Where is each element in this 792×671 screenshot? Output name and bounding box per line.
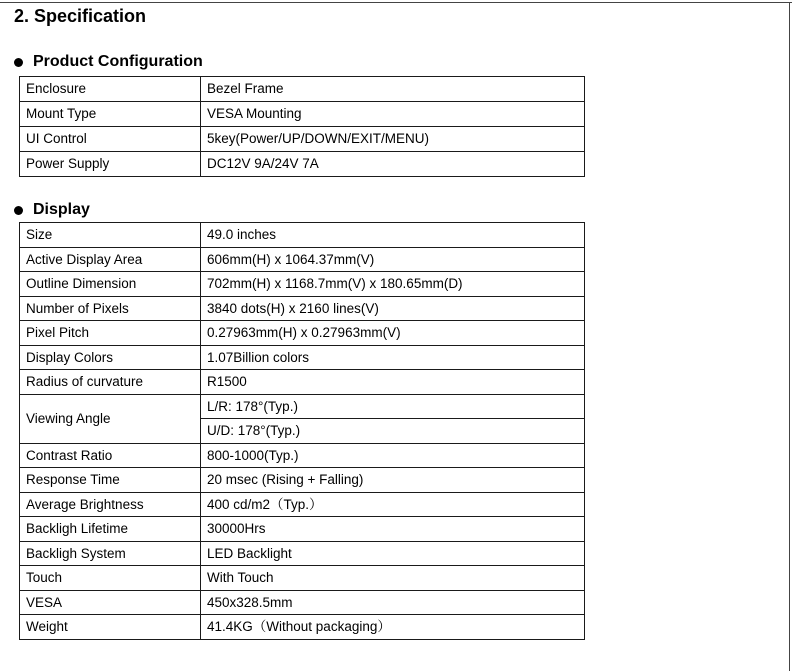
table-row <box>20 296 585 321</box>
row-value: 49.0 inches <box>201 223 585 248</box>
row-label: Display Colors <box>20 345 201 370</box>
row-value: With Touch <box>201 566 585 591</box>
row-label: Backligh Lifetime <box>20 517 201 542</box>
row-label: Response Time <box>20 468 201 493</box>
table-row <box>20 247 585 272</box>
right-rule <box>789 2 790 671</box>
bullet-icon <box>14 206 23 215</box>
table-row <box>20 566 585 591</box>
row-label: Touch <box>20 566 201 591</box>
section-heading-product-configuration <box>14 52 203 72</box>
table-row <box>20 272 585 297</box>
section-heading-label: Display <box>33 201 90 218</box>
row-label: Enclosure <box>20 77 201 102</box>
row-value: 450x328.5mm <box>201 590 585 615</box>
row-value: LED Backlight <box>201 541 585 566</box>
table-row <box>20 345 585 370</box>
row-value: U/D: 178°(Typ.) <box>201 419 585 444</box>
table-row <box>20 394 585 419</box>
table-row <box>20 151 585 176</box>
table-row <box>20 126 585 151</box>
row-label: Active Display Area <box>20 247 201 272</box>
row-value: 702mm(H) x 1168.7mm(V) x 180.65mm(D) <box>201 272 585 297</box>
page-title: 2. Specification <box>14 6 147 26</box>
row-label: Backligh System <box>20 541 201 566</box>
product-configuration-table <box>19 76 585 177</box>
table-row <box>20 370 585 395</box>
row-value: 3840 dots(H) x 2160 lines(V) <box>201 296 585 321</box>
row-label: Mount Type <box>20 101 201 126</box>
table-row <box>20 468 585 493</box>
row-value: L/R: 178°(Typ.) <box>201 394 585 419</box>
bullet-icon <box>14 58 23 67</box>
table-row <box>20 615 585 640</box>
row-label: UI Control <box>20 126 201 151</box>
row-label-viewing-angle: Viewing Angle <box>20 394 201 443</box>
row-value: 5key(Power/UP/DOWN/EXIT/MENU) <box>201 126 585 151</box>
table-row <box>20 590 585 615</box>
row-value: 20 msec (Rising + Falling) <box>201 468 585 493</box>
display-table <box>19 222 585 640</box>
table-row <box>20 223 585 248</box>
row-value: VESA Mounting <box>201 101 585 126</box>
row-value: 1.07Billion colors <box>201 345 585 370</box>
row-label: Average Brightness <box>20 492 201 517</box>
row-label: Number of Pixels <box>20 296 201 321</box>
table-row <box>20 443 585 468</box>
table-row <box>20 492 585 517</box>
table-row <box>20 101 585 126</box>
row-value: R1500 <box>201 370 585 395</box>
row-value: 606mm(H) x 1064.37mm(V) <box>201 247 585 272</box>
top-rule <box>0 2 792 3</box>
row-label: Contrast Ratio <box>20 443 201 468</box>
row-label: Power Supply <box>20 151 201 176</box>
section-heading-label: Product Configuration <box>33 53 203 70</box>
row-value: 30000Hrs <box>201 517 585 542</box>
row-value: 800-1000(Typ.) <box>201 443 585 468</box>
table-row <box>20 77 585 102</box>
row-label: Radius of curvature <box>20 370 201 395</box>
table-row <box>20 541 585 566</box>
row-value: 400 cd/m2（Typ.） <box>201 492 585 517</box>
row-value: Bezel Frame <box>201 77 585 102</box>
row-label: Pixel Pitch <box>20 321 201 346</box>
row-value: 41.4KG（Without packaging） <box>201 615 585 640</box>
table-row <box>20 517 585 542</box>
section-heading-display <box>14 200 90 220</box>
row-label: Size <box>20 223 201 248</box>
row-label: VESA <box>20 590 201 615</box>
row-value: 0.27963mm(H) x 0.27963mm(V) <box>201 321 585 346</box>
row-label: Weight <box>20 615 201 640</box>
row-value: DC12V 9A/24V 7A <box>201 151 585 176</box>
row-label: Outline Dimension <box>20 272 201 297</box>
table-row <box>20 321 585 346</box>
